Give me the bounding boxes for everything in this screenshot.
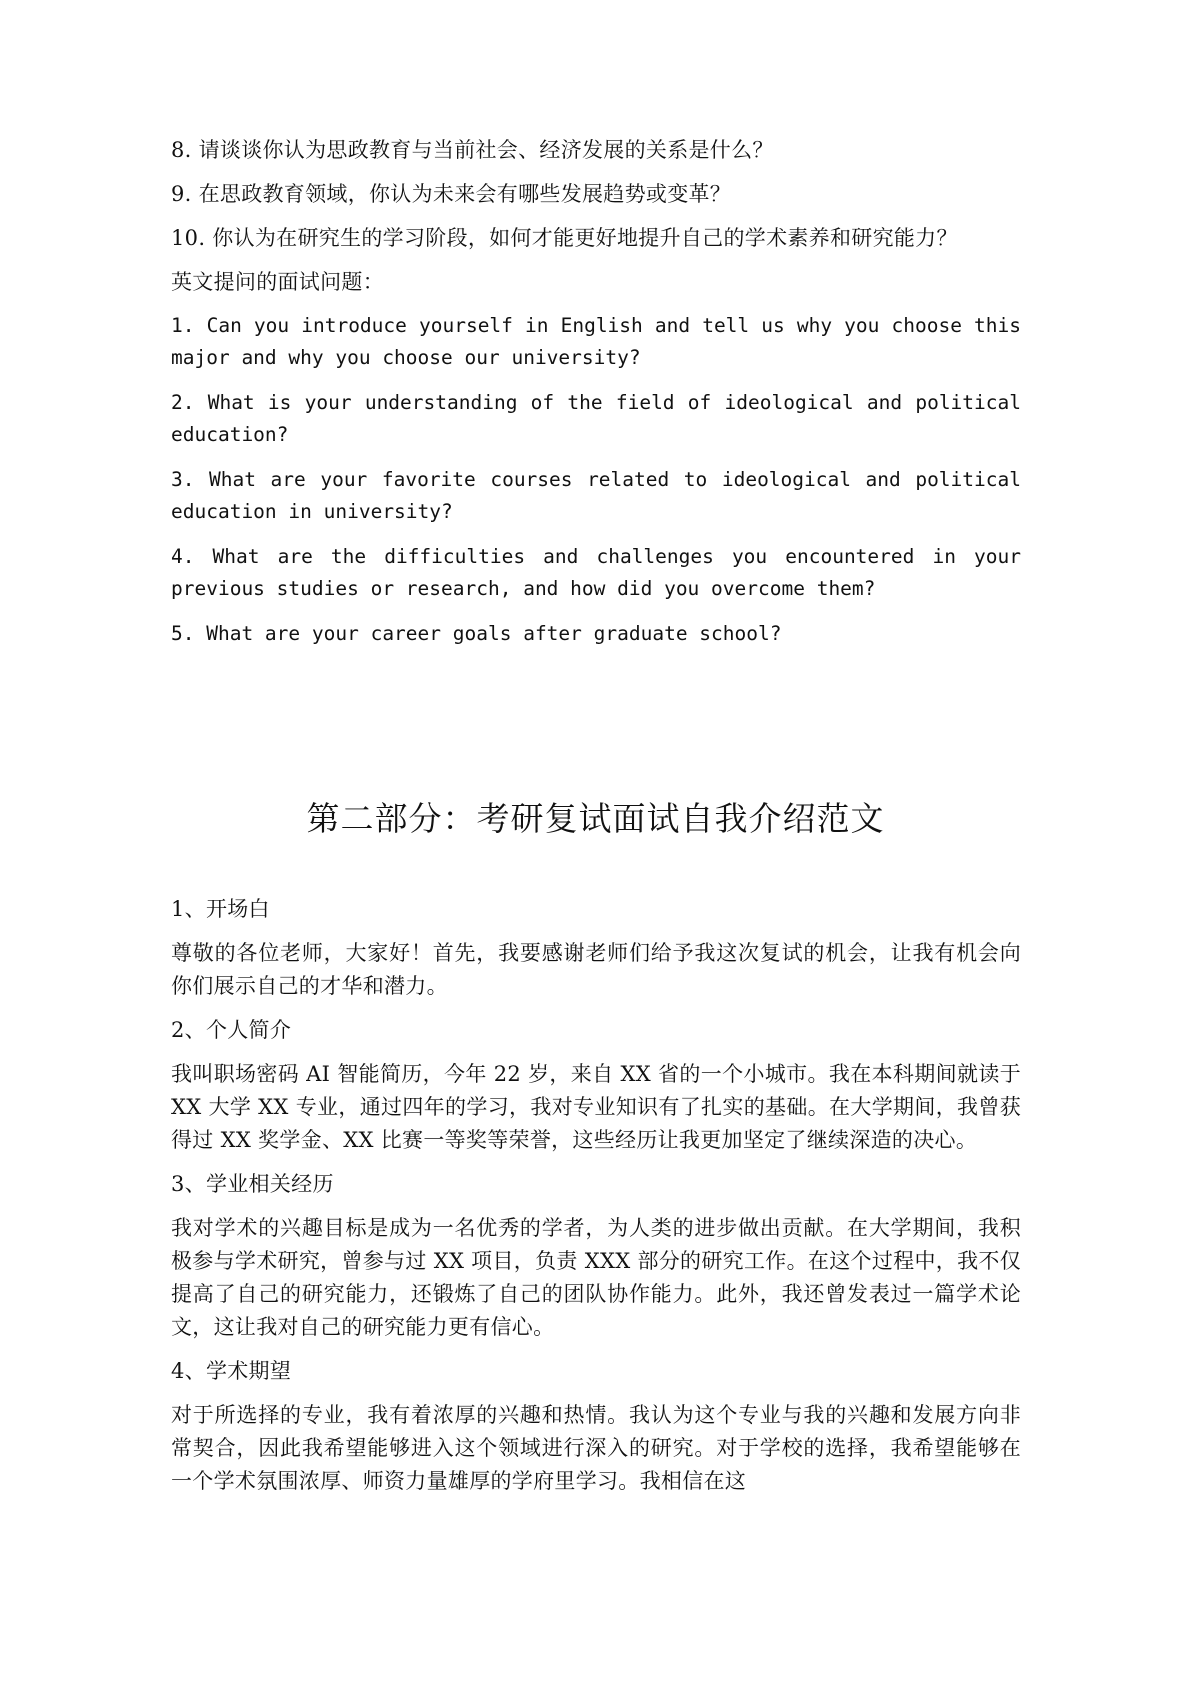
section-body-profile: 我叫职场密码 AI 智能简历，今年 22 岁，来自 XX 省的一个小城市。我在本科期间就读于 XX 大学 XX 专业，通过四年的学习，我对专业知识有了扎实的基础。在大学期间，我曾获得过 XX 奖学金、XX 比赛一等奖等荣誉，这些经历让我更加坚定了继续深造的决心。: [171, 1062, 1021, 1152]
section-heading-academic-experience: 3、学业相关经历: [171, 1172, 334, 1196]
section-heading-profile: 2、个人简介: [171, 1018, 292, 1042]
section-body-academic-expectation: 对于所选择的专业，我有着浓厚的兴趣和热情。我认为这个专业与我的兴趣和发展方向非常契合，因此我希望能够进入这个领域进行深入的研究。对于学校的选择，我希望能够在一个学术氛围浓厚、师资力量雄厚的学府里学习。我相信在这: [171, 1403, 1021, 1493]
question-en-3: 3. What are your favorite courses related to ideological and political education in university?: [171, 468, 1021, 523]
question-en-2: 2. What is your understanding of the field of ideological and political education?: [171, 391, 1021, 446]
english-questions-heading: 英文提问的面试问题：: [171, 270, 384, 294]
question-cn-10: 10. 你认为在研究生的学习阶段，如何才能更好地提升自己的学术素养和研究能力？: [171, 226, 958, 250]
part-two-title: 第二部分：考研复试面试自我介绍范文: [306, 799, 885, 838]
question-en-4: 4. What are the difficulties and challenges you encountered in your previous studies or research, and how did you overcome them?: [171, 545, 1021, 600]
section-heading-academic-expectation: 4、学术期望: [171, 1359, 292, 1383]
interview-questions-block: [171, 134, 1021, 663]
question-cn-9: 9. 在思政教育领域，你认为未来会有哪些发展趋势或变革？: [171, 182, 732, 206]
section-body-opening: 尊敬的各位老师，大家好！首先，我要感谢老师们给予我这次复试的机会，让我有机会向你们展示自己的才华和潜力。: [171, 941, 1021, 998]
question-en-1: 1. Can you introduce yourself in English and tell us why you choose this major and why you choose our university?: [171, 314, 1021, 369]
self-introduction-block: [171, 893, 1021, 1509]
question-en-5: 5. What are your career goals after graduate school?: [171, 622, 782, 645]
question-cn-8: 8. 请谈谈你认为思政教育与当前社会、经济发展的关系是什么？: [171, 138, 774, 162]
section-body-academic-experience: 我对学术的兴趣目标是成为一名优秀的学者，为人类的进步做出贡献。在大学期间，我积极参与学术研究，曾参与过 XX 项目，负责 XXX 部分的研究工作。在这个过程中，我不仅提高了自己的研究能力，还锻炼了自己的团队协作能力。此外，我还曾发表过一篇学术论文，这让我对自己的研究能力更有信心。: [171, 1216, 1021, 1339]
section-heading-opening: 1、开场白: [171, 897, 270, 921]
